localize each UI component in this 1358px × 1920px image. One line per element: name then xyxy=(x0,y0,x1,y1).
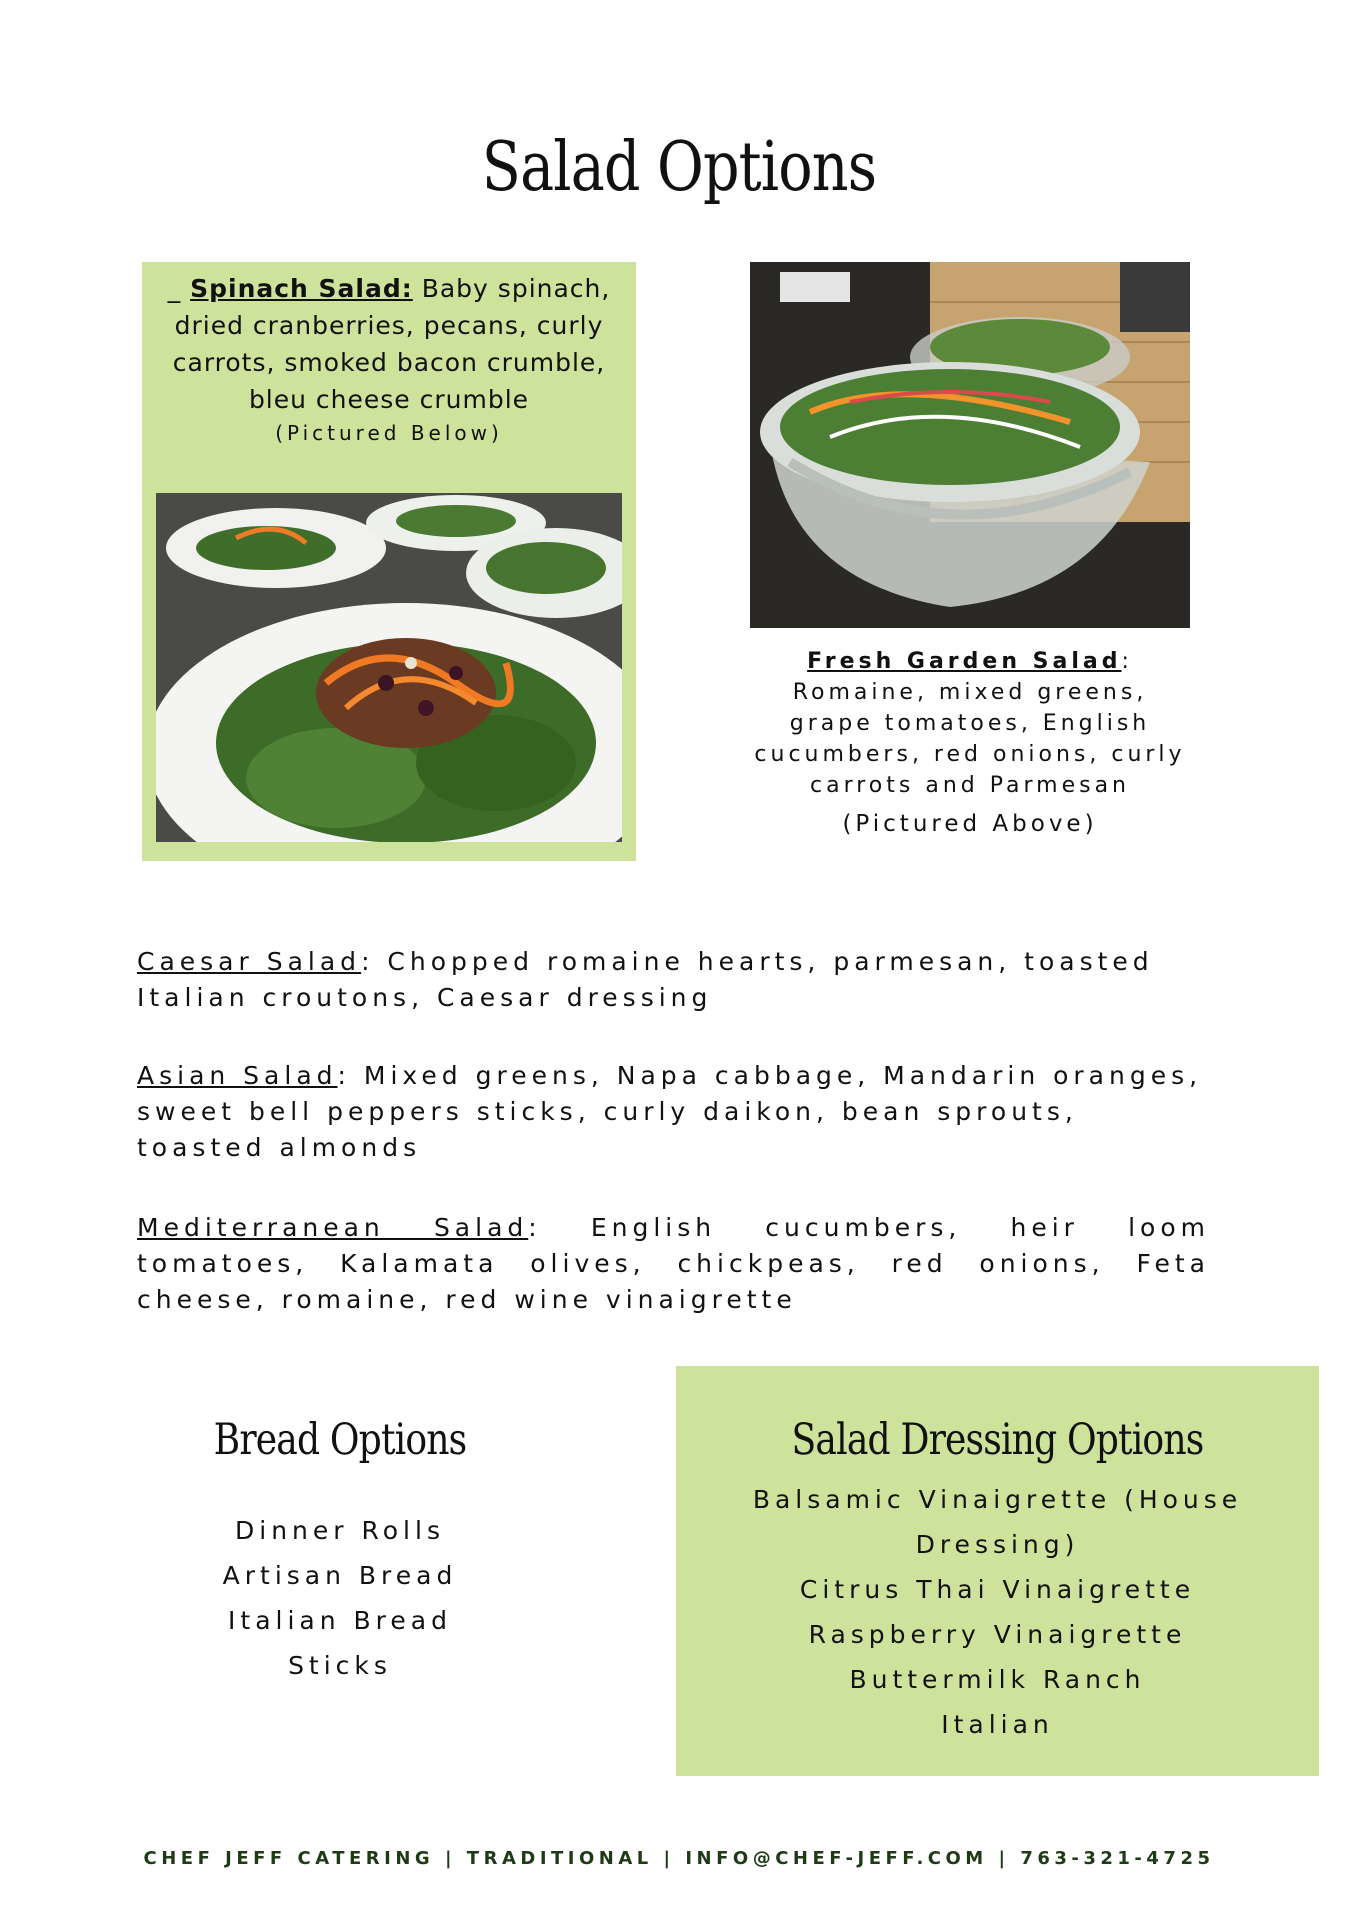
dressing-item: Dressing) xyxy=(915,1530,1080,1559)
dressing-options-list xyxy=(716,1477,1279,1747)
mediterranean-salad-name: Mediterranean Salad xyxy=(137,1213,529,1242)
dressing-item: Buttermilk Ranch xyxy=(849,1665,1146,1694)
spinach-salad-prefix: _ xyxy=(167,274,191,303)
asian-salad-description: : Mixed greens, Napa cabbage, Mandarin oranges, sweet bell peppers sticks, curly daikon, bean sprouts, toasted almonds xyxy=(137,1061,1203,1162)
mediterranean-salad-description: : English cucumbers, heir loom tomatoes, Kalamata olives, chickpeas, red onions, Feta cheese, romaine, red wine vinaigrette xyxy=(137,1213,1210,1314)
bread-options-list xyxy=(170,1508,510,1688)
spinach-salad-name: Spinach Salad: xyxy=(190,274,413,303)
garden-salad-text xyxy=(750,646,1190,840)
bread-item: Italian Bread xyxy=(228,1606,452,1635)
spinach-salad-text xyxy=(150,270,628,448)
caesar-salad-paragraph xyxy=(137,944,1210,1016)
asian-salad-name: Asian Salad xyxy=(137,1061,338,1090)
dressing-item: Citrus Thai Vinaigrette xyxy=(799,1575,1196,1604)
dressing-options-title: Salad Dressing Options xyxy=(791,1415,1204,1465)
spinach-salad-photo xyxy=(156,493,622,842)
garden-salad-colon: : xyxy=(1121,649,1133,674)
mediterranean-salad-paragraph xyxy=(137,1210,1210,1318)
bread-options-title: Bread Options xyxy=(213,1415,467,1465)
garden-salad-photo xyxy=(750,262,1190,628)
bread-item: Artisan Bread xyxy=(222,1561,458,1590)
dressing-item: Italian xyxy=(941,1710,1054,1739)
bread-item: Dinner Rolls xyxy=(235,1516,445,1545)
dressing-item: Raspberry Vinaigrette xyxy=(808,1620,1187,1649)
garden-pictured-note: (Pictured Above) xyxy=(842,811,1098,837)
dressing-item: Balsamic Vinaigrette (House xyxy=(752,1485,1243,1514)
caesar-salad-description: : Chopped romaine hearts, parmesan, toasted Italian croutons, Caesar dressing xyxy=(137,947,1154,1012)
footer-contact: CHEF JEFF CATERING | TRADITIONAL | INFO@CHEF-JEFF.COM | 763-321-4725 xyxy=(143,1848,1215,1869)
spinach-salad-description: Baby spinach, dried cranberries, pecans, curly carrots, smoked bacon crumble, bleu cheese crumble xyxy=(172,274,611,414)
garden-salad-description: Romaine, mixed greens, grape tomatoes, English cucumbers, red onions, curly carrots and Parmesan xyxy=(754,680,1186,798)
spinach-pictured-note: (Pictured Below) xyxy=(275,421,503,445)
garden-salad-name: Fresh Garden Salad xyxy=(807,649,1122,674)
asian-salad-paragraph xyxy=(137,1058,1210,1166)
bread-item: Sticks xyxy=(288,1651,392,1680)
caesar-salad-name: Caesar Salad xyxy=(137,947,362,976)
page-title: Salad Options xyxy=(481,128,877,207)
